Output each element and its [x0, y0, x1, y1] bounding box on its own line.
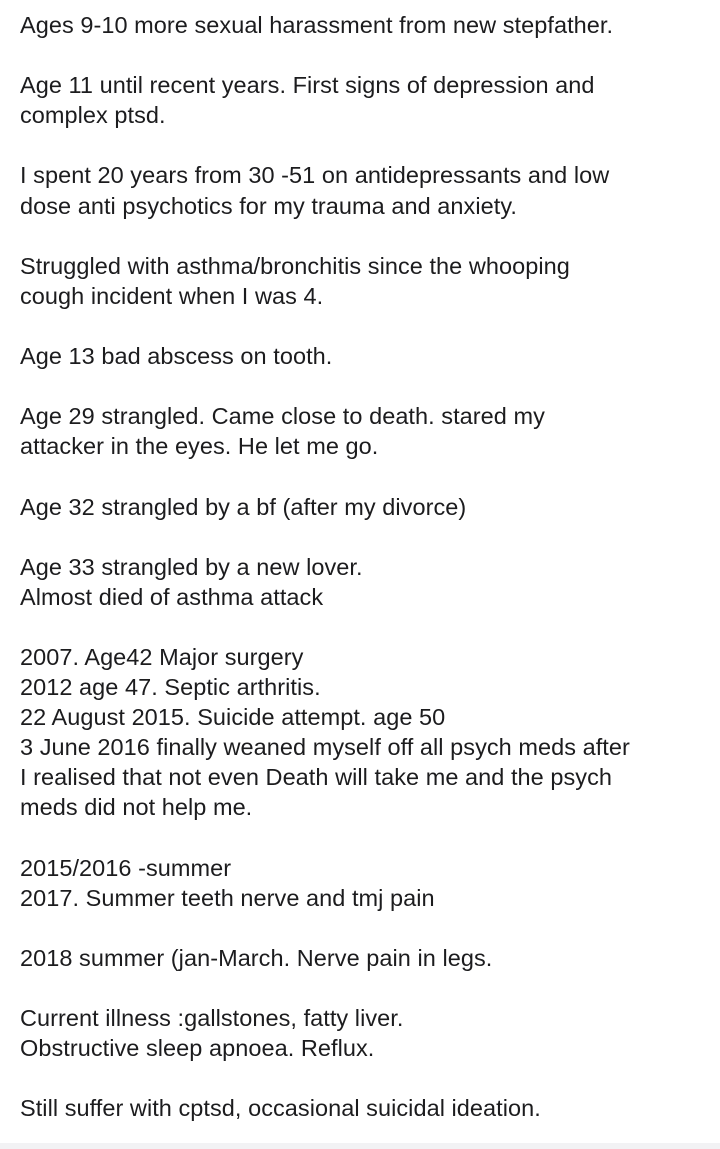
note-line: 2018 summer (jan-March. Nerve pain in legs.: [20, 944, 493, 971]
note-line: dose anti psychotics for my trauma and anxiety.: [20, 192, 517, 219]
note-paragraph: [20, 642, 710, 823]
note-line: Age 33 strangled by a new lover.: [20, 553, 363, 580]
note-line: complex ptsd.: [20, 102, 166, 129]
note-line: Current illness :gallstones, fatty liver.: [20, 1005, 404, 1032]
note-line: 2007. Age42 Major surgery: [20, 643, 304, 670]
note-body: [20, 10, 710, 1123]
note-paragraph: [20, 943, 710, 973]
note-paragraph: [20, 1003, 710, 1063]
note-line: Still suffer with cptsd, occasional suicidal ideation.: [20, 1095, 541, 1122]
note-paragraph: [20, 251, 710, 311]
note-line: 3 June 2016 finally weaned myself off all psych meds after: [20, 734, 630, 761]
note-line: cough incident when I was 4.: [20, 282, 324, 309]
note-line: 22 August 2015. Suicide attempt. age 50: [20, 704, 446, 731]
note-line: 2012 age 47. Septic arthritis.: [20, 674, 321, 701]
note-paragraph: [20, 10, 710, 40]
note-line: Almost died of asthma attack: [20, 583, 324, 610]
note-paragraph: [20, 853, 710, 913]
note-paragraph: [20, 552, 710, 612]
note-paragraph: [20, 341, 710, 371]
note-line: Obstructive sleep apnoea. Reflux.: [20, 1035, 375, 1062]
note-line: I realised that not even Death will take me and the psych: [20, 764, 612, 791]
bottom-edge: [0, 1143, 720, 1149]
note-paragraph: [20, 401, 710, 461]
note-line: Age 13 bad abscess on tooth.: [20, 343, 333, 370]
note-paragraph: [20, 70, 710, 130]
note-line: Age 29 strangled. Came close to death. stared my: [20, 403, 545, 430]
note-line: 2017. Summer teeth nerve and tmj pain: [20, 884, 435, 911]
note-line: Age 11 until recent years. First signs of depression and: [20, 72, 595, 99]
note-paragraph: [20, 492, 710, 522]
note-line: Struggled with asthma/bronchitis since the whooping: [20, 252, 570, 279]
note-line: attacker in the eyes. He let me go.: [20, 433, 379, 460]
note-line: I spent 20 years from 30 -51 on antidepressants and low: [20, 162, 610, 189]
note-line: Age 32 strangled by a bf (after my divorce): [20, 493, 467, 520]
note-line: 2015/2016 -summer: [20, 854, 232, 881]
note-line: meds did not help me.: [20, 794, 253, 821]
note-paragraph: [20, 1093, 710, 1123]
note-line: Ages 9-10 more sexual harassment from new stepfather.: [20, 12, 614, 38]
note-paragraph: [20, 160, 710, 220]
